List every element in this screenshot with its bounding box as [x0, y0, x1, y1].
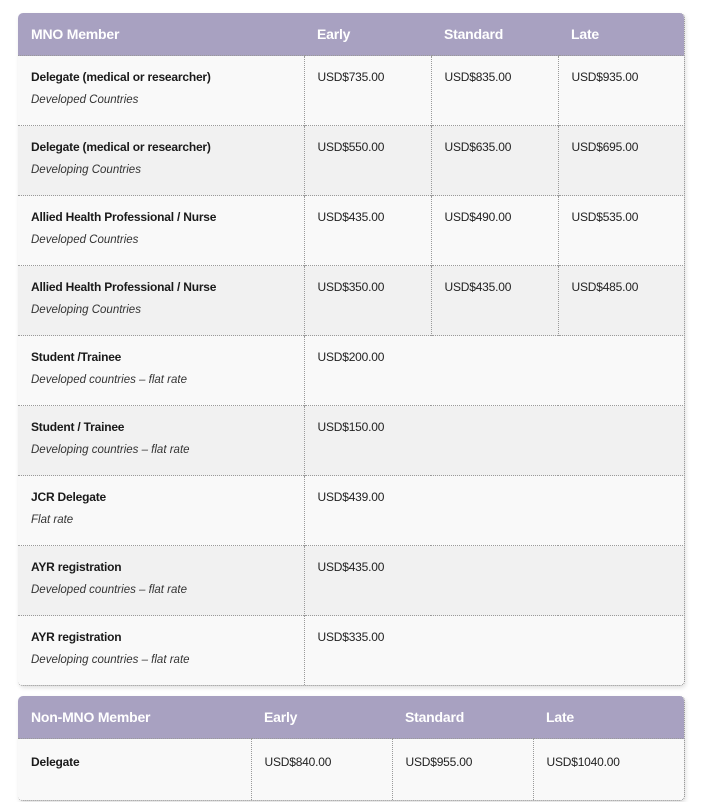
table-row: [18, 266, 685, 336]
table-row: [18, 546, 685, 616]
category-subtitle: Developed Countries: [31, 234, 139, 246]
table-header-row: [18, 13, 685, 56]
non-mno-pricing-table: [18, 696, 685, 800]
category-title: Student / Trainee: [31, 420, 125, 434]
late-price: USD$695.00: [558, 126, 685, 196]
table-row: [18, 336, 685, 406]
category-cell: [18, 739, 251, 801]
mno-pricing-card: [18, 13, 685, 686]
early-price: USD$435.00: [304, 196, 431, 266]
category-title: Delegate (medical or researcher): [31, 140, 211, 154]
standard-price: USD$435.00: [431, 266, 558, 336]
category-title: AYR registration: [31, 560, 122, 574]
table-row: [18, 406, 685, 476]
category-subtitle: Developed Countries: [31, 94, 139, 106]
standard-price: USD$635.00: [431, 126, 558, 196]
header-member-type: Non-MNO Member: [18, 696, 251, 739]
category-title: Allied Health Professional / Nurse: [31, 210, 217, 224]
flat-price: USD$335.00: [304, 616, 685, 686]
category-title: Delegate (medical or researcher): [31, 70, 211, 84]
table-row: [18, 739, 685, 801]
table-header-row: [18, 696, 685, 739]
category-subtitle: Developing countries – flat rate: [31, 654, 190, 666]
category-subtitle: Flat rate: [31, 514, 74, 526]
table-row: [18, 616, 685, 686]
category-cell: [18, 336, 304, 406]
late-price: USD$935.00: [558, 56, 685, 126]
category-title: Student /Trainee: [31, 350, 122, 364]
late-price: USD$1040.00: [533, 739, 685, 801]
category-cell: [18, 616, 304, 686]
category-title: Delegate: [31, 755, 80, 769]
category-subtitle: Developed countries – flat rate: [31, 374, 187, 386]
category-cell: [18, 266, 304, 336]
category-cell: [18, 406, 304, 476]
mno-pricing-table: [18, 13, 685, 685]
early-price: USD$735.00: [304, 56, 431, 126]
header-standard: Standard: [392, 696, 533, 739]
header-late: Late: [533, 696, 685, 739]
category-title: AYR registration: [31, 630, 122, 644]
flat-price: USD$435.00: [304, 546, 685, 616]
header-early: Early: [251, 696, 392, 739]
flat-price: USD$439.00: [304, 476, 685, 546]
header-standard: Standard: [431, 13, 558, 56]
standard-price: USD$955.00: [392, 739, 533, 801]
header-member-type: MNO Member: [18, 13, 304, 56]
non-mno-pricing-card: [18, 696, 685, 801]
late-price: USD$535.00: [558, 196, 685, 266]
late-price: USD$485.00: [558, 266, 685, 336]
early-price: USD$840.00: [251, 739, 392, 801]
table-row: [18, 126, 685, 196]
table-row: [18, 56, 685, 126]
category-subtitle: Developing Countries: [31, 304, 141, 316]
standard-price: USD$490.00: [431, 196, 558, 266]
category-cell: [18, 126, 304, 196]
early-price: USD$550.00: [304, 126, 431, 196]
standard-price: USD$835.00: [431, 56, 558, 126]
header-late: Late: [558, 13, 685, 56]
category-subtitle: Developing Countries: [31, 164, 141, 176]
category-title: JCR Delegate: [31, 490, 106, 504]
table-row: [18, 476, 685, 546]
category-cell: [18, 56, 304, 126]
category-subtitle: Developing countries – flat rate: [31, 444, 190, 456]
table-row: [18, 196, 685, 266]
early-price: USD$350.00: [304, 266, 431, 336]
category-cell: [18, 476, 304, 546]
category-title: Allied Health Professional / Nurse: [31, 280, 217, 294]
category-subtitle: Developed countries – flat rate: [31, 584, 187, 596]
flat-price: USD$150.00: [304, 406, 685, 476]
category-cell: [18, 196, 304, 266]
category-cell: [18, 546, 304, 616]
flat-price: USD$200.00: [304, 336, 685, 406]
header-early: Early: [304, 13, 431, 56]
